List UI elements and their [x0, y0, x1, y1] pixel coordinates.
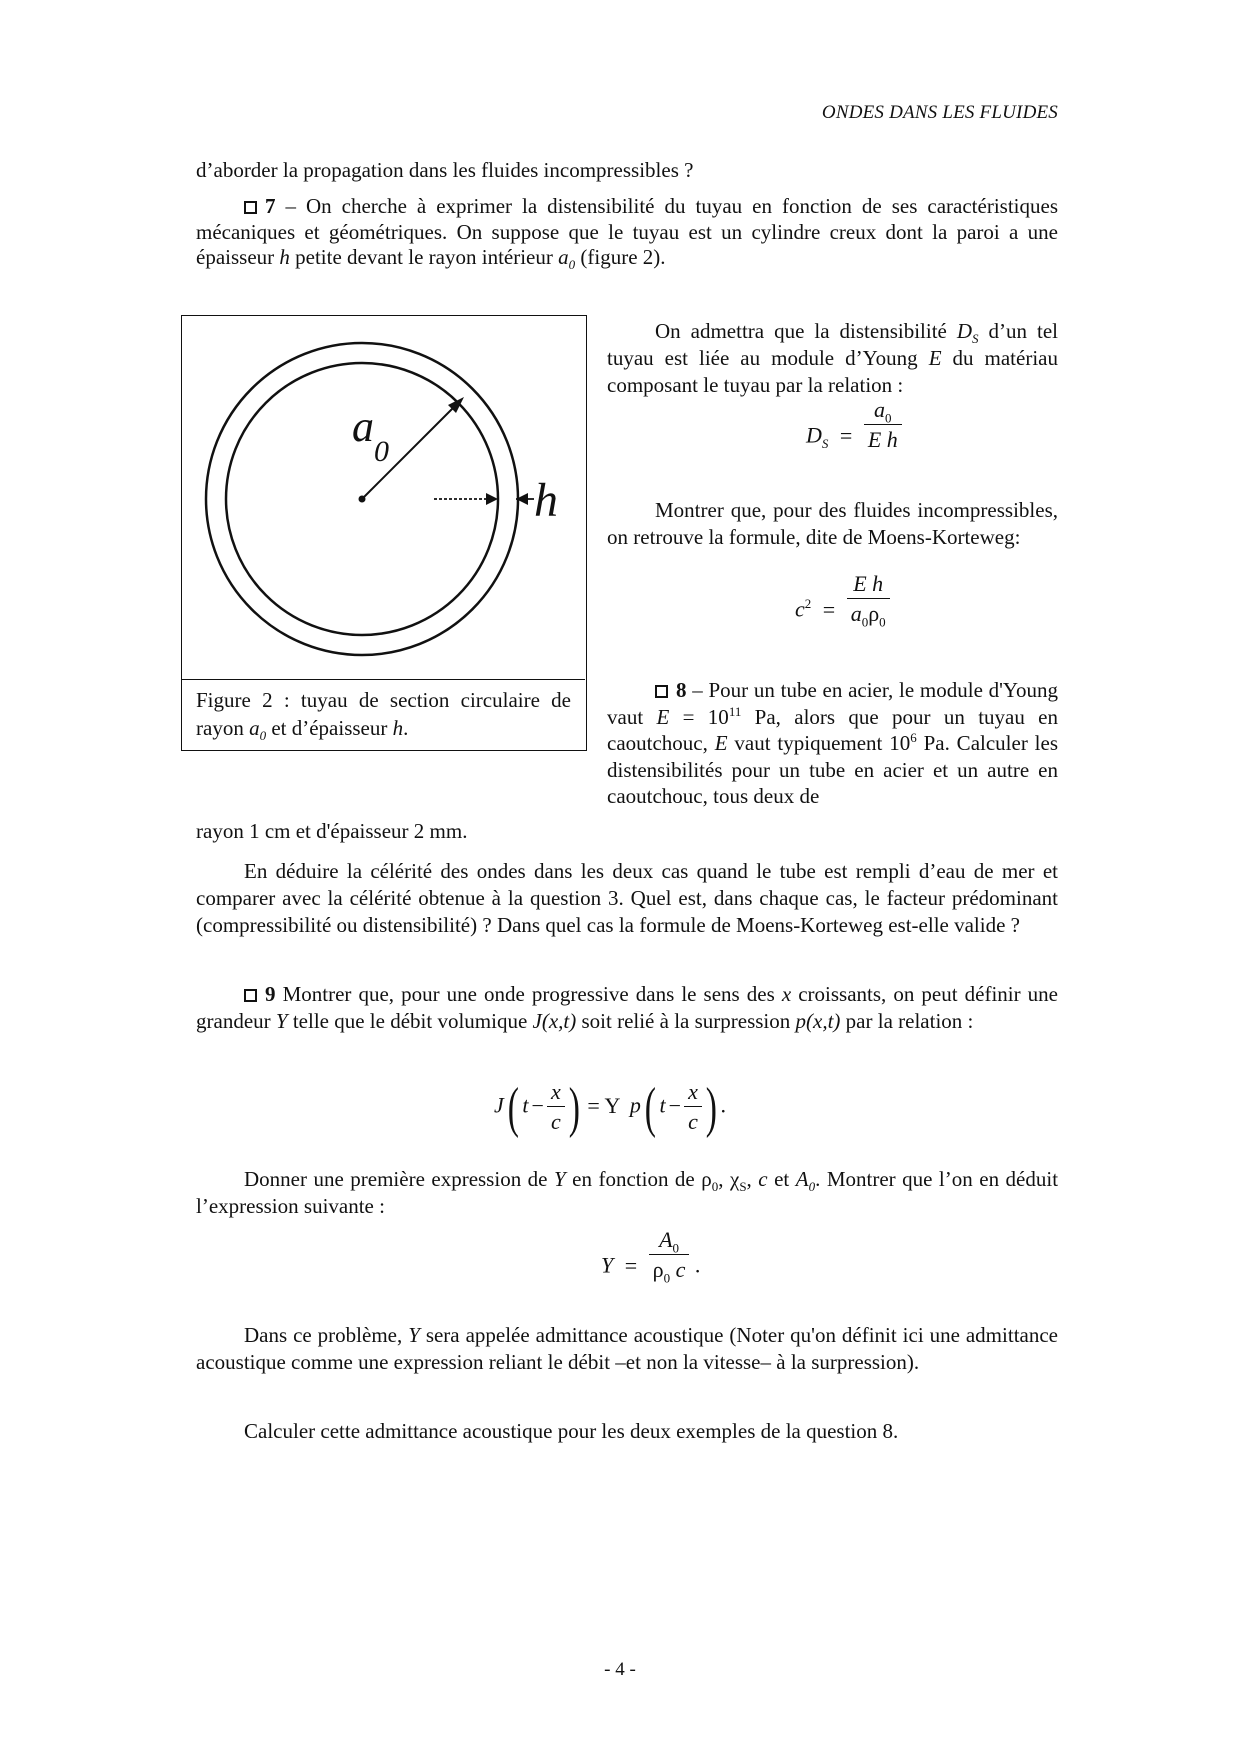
figure-drawing [182, 316, 585, 680]
q9-text-d: soit relié à la surpression [576, 1009, 796, 1033]
eq3-J: J [494, 1092, 504, 1118]
p1-text-a: On admettra que la distensibilité [655, 319, 957, 343]
eq4-equals: = [624, 1252, 638, 1278]
eq2-fraction [847, 570, 890, 629]
q9-text-e: par la relation : [840, 1009, 974, 1033]
donner-paragraph: Donner une première expression de Y en fonction de $\rho_0$, $\chi_S$, c et $A_0$. Montrer que l’on en déduit l’expression suivante : [196, 1167, 1059, 1218]
probleme-paragraph: Dans ce problème, Y sera appelée admittance acoustique (Noter qu'on définit ici une admittance acoustique comme une expression reliant le débit –et non la vitesse– à la surpression). [196, 1323, 1058, 1374]
page-number: - 4 - [604, 1659, 636, 1680]
q7-text-b: petite devant le rayon intérieur [289, 245, 559, 269]
question-9 [196, 981, 1058, 1035]
p1-S: S [972, 331, 979, 347]
equation-admittance-relation: J( t − $\frac{x}{c}$ ) = Y p( t − $\frac{x}{c}$ ) . [494, 1076, 726, 1139]
q9-J: J(x,t) [532, 1009, 577, 1033]
q8-text-c: Pa, alors que pour un tuyau en caoutchouc, [607, 704, 1058, 755]
p1-text-c: du matériau composant le tuyau par la relation : [607, 346, 1058, 397]
caption-text-c: . [403, 716, 409, 740]
q9-text-b: croissants, on peut définir une grandeur [196, 982, 1058, 1033]
question-7 [196, 194, 1058, 271]
figure-label-a: a [352, 402, 374, 451]
equation-moens-korteweg [795, 571, 890, 630]
thickness-arrowhead-1 [486, 493, 498, 505]
q8-E2: E [714, 731, 728, 755]
eq2-c: c [795, 596, 805, 622]
eq2-sup: 2 [804, 596, 812, 612]
eq2-numerator: E h [847, 570, 890, 599]
eq1-numerator: $a_0$ [864, 396, 902, 425]
q7-a0: a [558, 245, 569, 269]
question-8-continued: rayon 1 cm et d'épaisseur 2 mm. [196, 819, 468, 843]
q7-text-c: (figure 2). [575, 245, 666, 269]
eq4-numerator: $A_0$ [649, 1226, 690, 1255]
calculer-paragraph: Calculer cette admittance acoustique pour les deux exemples de la question 8. [244, 1419, 899, 1443]
q9-p: p(x,t) [795, 1009, 841, 1033]
q9-text-c: telle que le débit volumique [287, 1009, 533, 1033]
q9-number: 9 [265, 982, 276, 1006]
q9-Y: Y [275, 1009, 288, 1033]
p1-text-b: d’un tel tuyau est liée au module d’Young [607, 319, 1059, 370]
eq1-S: S [821, 435, 829, 451]
q7-number: 7 [265, 194, 276, 218]
eq3-equals: = Y [587, 1092, 621, 1118]
question-8 [607, 677, 1058, 810]
figure-label-h: h [534, 474, 558, 527]
eq4-denominator: $\rho_0$ c [652, 1257, 686, 1286]
q8-E: E [656, 704, 670, 729]
p1-E: E [928, 346, 942, 370]
running-header: ONDES DANS LES FLUIDES [821, 102, 1058, 123]
checkbox-icon [655, 685, 668, 698]
q7-text-a: – On cherche à exprimer la distensibilité du tuyau en fonction de ses caractéristiques mécaniques et géométriques. On suppose que le tuyau est un cylindre creux dont la paroi a une épaisseur [196, 194, 1058, 269]
eq4-fraction [649, 1226, 690, 1285]
pipe-cross-section [182, 316, 585, 679]
eq4-Y: Y [601, 1252, 614, 1278]
figure-label-0: 0 [374, 435, 389, 468]
figure-caption [196, 686, 571, 742]
eq2-equals: = [822, 596, 836, 622]
q9-x: x [781, 982, 792, 1006]
q8-text-d: vaut typiquement 10 [727, 731, 911, 755]
eq1-equals: = [839, 422, 853, 448]
caption-text-a: Figure 2 : tuyau de section circulaire de rayon [196, 688, 571, 740]
q9-text-a: Montrer que, pour une onde progressive dans le sens des [275, 982, 782, 1006]
eq1-denominator: E h [867, 427, 898, 452]
caption-text-b: et d’épaisseur [266, 716, 393, 740]
caption-sub0: 0 [259, 728, 267, 744]
q8-exp2: 6 [910, 730, 917, 745]
checkbox-icon [244, 989, 257, 1002]
figure-2 [181, 315, 587, 751]
eq1-D: D [806, 422, 822, 448]
eq3-p: p [629, 1092, 641, 1118]
q8-text-a: – Pour un tube en acier, le module d'Young vaut [607, 678, 1058, 729]
q8-exp1: 11 [728, 703, 742, 719]
deduire-paragraph: En déduire la célérité des ondes dans les deux cas quand le tube est rempli d’eau de mer et comparer avec la célérité obtenue à la question 3. Quel est, dans chaque cas, le facteur prédominant (compressibilité ou distensibilité) ? Dans quel cas la formule de Moens-Korteweg est-elle valide ? [196, 859, 1058, 937]
q8-number: 8 [676, 678, 687, 702]
q7-h: h [279, 245, 290, 269]
equation-admittance: Y = $\frac{A_0}{\rho_0 c}$ . [601, 1227, 701, 1286]
intro-paragraph: d’aborder la propagation dans les fluides incompressibles ? [196, 158, 694, 182]
eq2-denominator: $a_0\rho_0$ [850, 601, 886, 630]
caption-a0: a [249, 716, 260, 740]
q8-text-e: Pa. Calculer les distensibilités pour un tube en acier et un autre en caoutchouc, tous deux de [607, 731, 1058, 808]
moens-paragraph: Montrer que, pour des fluides incompressibles, on retrouve la formule, dite de Moens-Korteweg: [607, 498, 1058, 549]
q8-text-b: = 10 [669, 704, 729, 729]
checkbox-icon [244, 201, 257, 214]
caption-h: h [392, 716, 404, 740]
q7-sub0: 0 [568, 257, 576, 273]
distensibility-paragraph [607, 318, 1058, 399]
equation-distensibility [806, 397, 902, 455]
eq1-fraction [864, 396, 902, 455]
p1-D: D [956, 319, 973, 343]
